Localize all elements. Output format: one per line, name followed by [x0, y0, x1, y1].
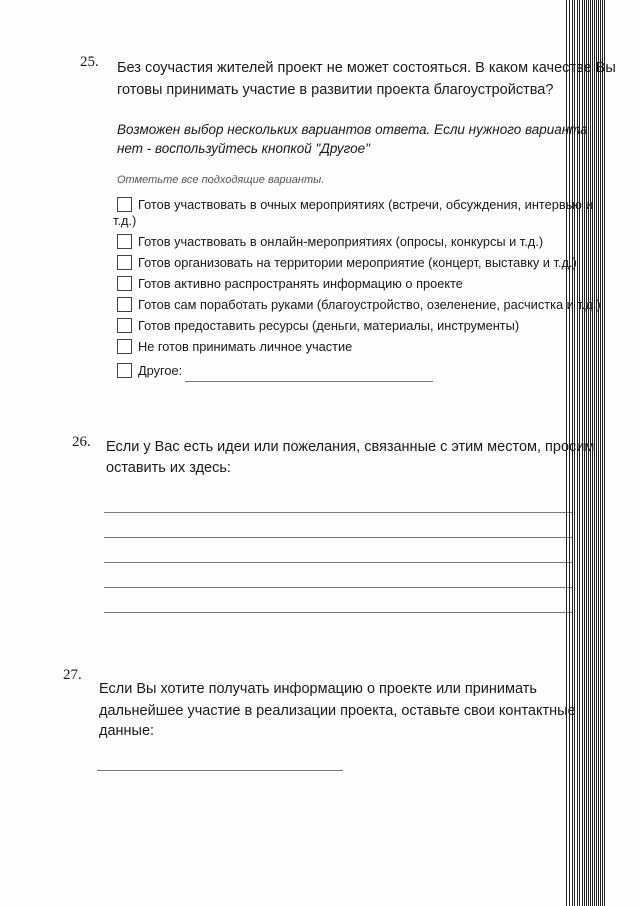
q26-text-line1: Если у Вас есть идеи или пожелания, связанные с этим местом, просим	[106, 439, 595, 455]
q25-other-input-line[interactable]	[185, 381, 433, 382]
q25-text-line1: Без соучастия жителей проект не может состояться. В каком качестве Вы	[117, 60, 616, 76]
q25-select-all-note: Отметьте все подходящие варианты.	[117, 174, 325, 186]
q25-option-other[interactable]	[117, 362, 182, 379]
q26-answer-line[interactable]	[104, 587, 572, 588]
option-label: Готов участвовать в очных мероприятиях (встречи, обсуждения, интервью и	[138, 197, 593, 212]
checkbox[interactable]	[117, 318, 132, 333]
option-label: Готов предоставить ресурсы (деньги, материалы, инструменты)	[138, 318, 520, 333]
q25-option-resources[interactable]	[117, 317, 519, 334]
option-label-cont: т.д.)	[113, 213, 137, 228]
checkbox[interactable]	[117, 197, 132, 212]
q25-option-offline-events[interactable]	[117, 196, 593, 213]
q26-answer-line[interactable]	[104, 512, 572, 513]
q26-answer-line[interactable]	[104, 612, 572, 613]
q25-option-online-events[interactable]	[117, 233, 543, 250]
q25-option-offline-events-cont	[113, 212, 136, 229]
option-label: Готов сам поработать руками (благоустройство, озеленение, расчистка и т.д.)	[138, 297, 601, 312]
q26-text-line2: оставить их здесь:	[106, 460, 231, 476]
option-label: Не готов принимать личное участие	[138, 339, 353, 354]
q25-number: 25.	[80, 54, 99, 70]
q25-text-line2: готовы принимать участие в развитии проекта благоустройства?	[117, 82, 554, 98]
q26-answer-line[interactable]	[104, 537, 572, 538]
checkbox[interactable]	[117, 234, 132, 249]
q26-answer-line[interactable]	[104, 562, 572, 563]
q27-text-line1: Если Вы хотите получать информацию о проекте или принимать	[99, 681, 537, 697]
q25-hint-line1: Возможен выбор нескольких вариантов ответа. Если нужного варианта	[117, 122, 588, 137]
checkbox[interactable]	[117, 276, 132, 291]
option-label: Готов активно распространять информацию о проекте	[138, 276, 463, 291]
checkbox[interactable]	[117, 297, 132, 312]
checkbox[interactable]	[117, 363, 132, 378]
q27-number: 27.	[63, 667, 82, 683]
q25-option-spread-info[interactable]	[117, 275, 463, 292]
q25-hint-line2: нет - воспользуйтесь кнопкой "Другое"	[117, 141, 370, 156]
other-label: Другое:	[138, 363, 183, 378]
checkbox[interactable]	[117, 255, 132, 270]
q25-option-not-ready[interactable]	[117, 338, 352, 355]
q26-number: 26.	[72, 434, 91, 450]
option-label: Готов организовать на территории мероприятие (концерт, выставку и т.д.)	[138, 255, 577, 270]
q27-text-line2: дальнейшее участие в реализации проекта, оставьте свои контактные	[99, 703, 576, 719]
q25-option-manual-work[interactable]	[117, 296, 601, 313]
q27-text-line3: данные:	[99, 723, 155, 739]
q25-option-organize-event[interactable]	[117, 254, 577, 271]
q27-contact-input-line[interactable]	[97, 770, 343, 771]
checkbox[interactable]	[117, 339, 132, 354]
option-label: Готов участвовать в онлайн-мероприятиях (опросы, конкурсы и т.д.)	[138, 234, 544, 249]
